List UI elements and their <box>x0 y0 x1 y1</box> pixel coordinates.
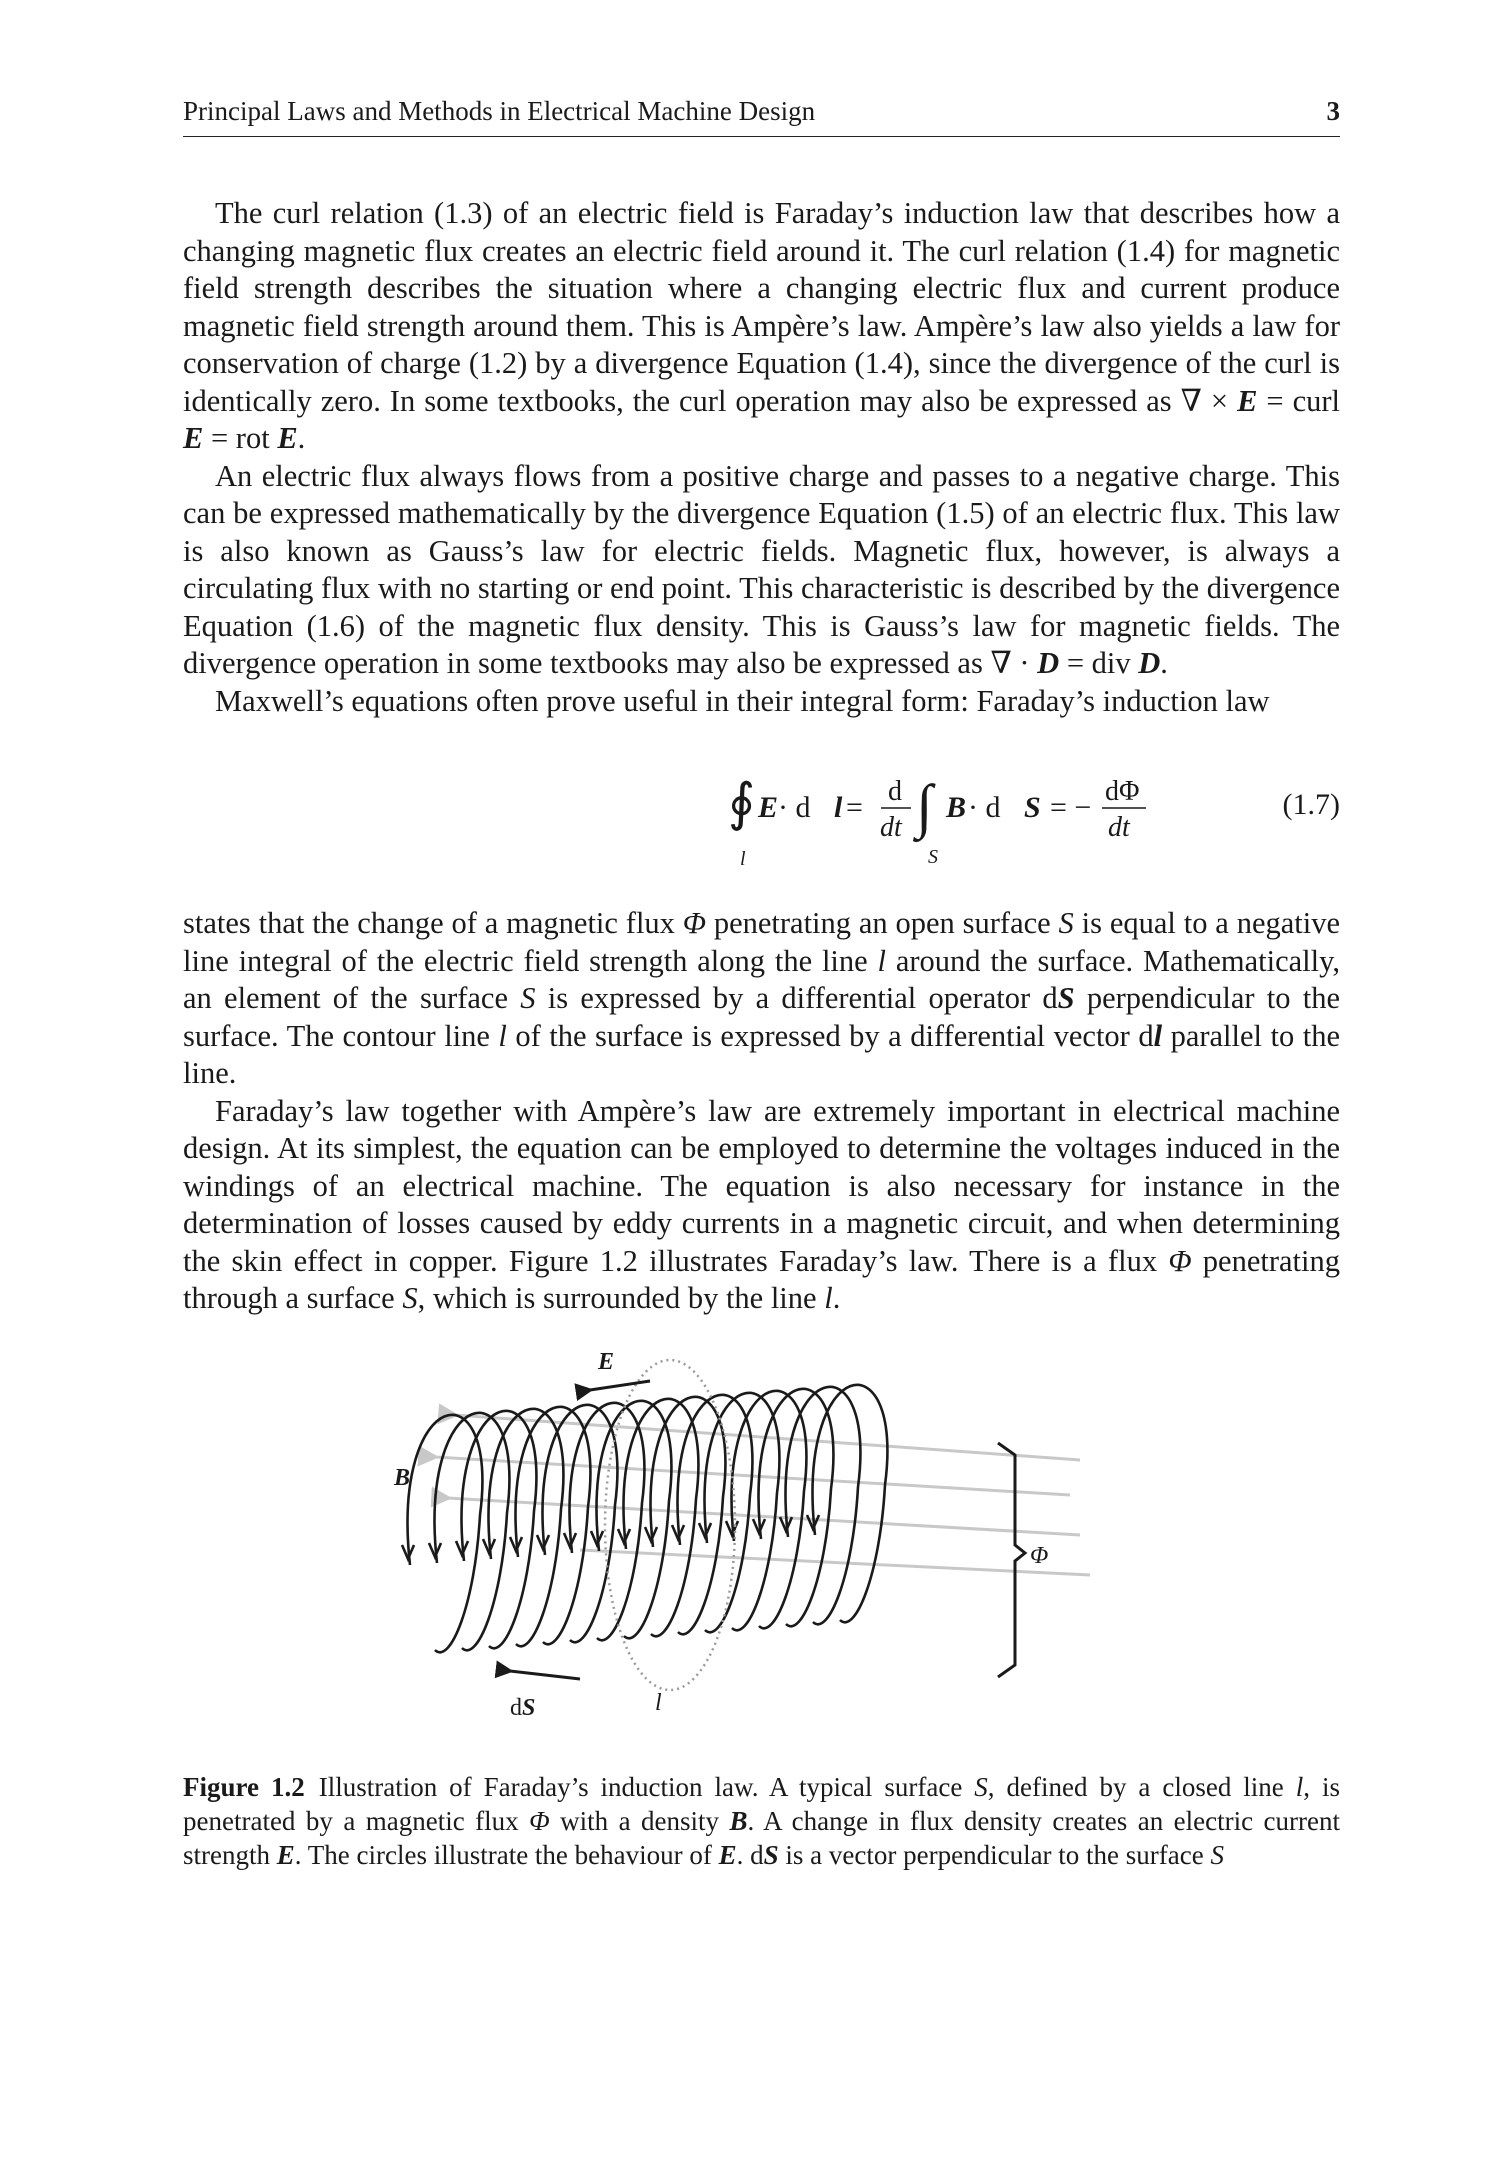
equation-1-7 <box>183 760 1340 870</box>
integral-sub-S: S <box>928 846 938 868</box>
label-phi: Φ <box>1030 1543 1049 1569</box>
coil-loop <box>813 1385 888 1622</box>
figure-faraday-illustration <box>380 1349 1150 1721</box>
equation-number: (1.7) <box>1282 788 1340 821</box>
figure-label: Figure 1.2 <box>183 1772 305 1802</box>
eq-l: l <box>834 791 843 824</box>
frac-dphi: dΦ <box>1105 776 1140 807</box>
main-text-continued <box>183 905 1340 1318</box>
running-header <box>183 96 1340 137</box>
paragraph-faraday-statement: states that the change of a magnetic flux Φ penetrating an open surface S is equal to a negative line integral of the electric field strength along the line l around the surface. Mathematically, an element of the surface S is expressed by a differential operator dS perpendicular to the surface. The contour line l of the surface is expressed by a differential vector dl parallel to the line. <box>183 906 1341 1090</box>
E-arrow <box>590 1381 650 1390</box>
paragraph-curl: The curl relation (1.3) of an electric field is Faraday’s induction law that describes how a changing magnetic flux creates an electric field around it. The curl relation (1.4) for magnetic field strength describes the situation where a changing electric flux and current produce magnetic field strength around them. This is Ampère’s law. Ampère’s law also yields a law for conservation of charge (1.2) by a divergence Equation (1.4), since the divergence of the curl is identically zero. In some textbooks, the curl operation may also be expressed as ∇ × E = curl E = rot E. <box>183 196 1340 455</box>
integral-sub-l: l <box>740 848 746 870</box>
coil-loops <box>402 1385 887 1652</box>
label-B: B <box>394 1465 411 1491</box>
dS-arrow <box>510 1671 580 1679</box>
eq-S: S <box>1024 791 1041 824</box>
eq-E: E <box>758 791 779 824</box>
flux-brace <box>998 1443 1025 1677</box>
running-title: Principal Laws and Methods in Electrical Machine Design <box>183 96 816 126</box>
contour-integral-sign: ∮ <box>728 775 756 832</box>
eq-dot-dS: · d <box>968 791 1001 824</box>
main-text <box>183 195 1340 720</box>
surface-integral-sign: ∫ <box>916 773 933 839</box>
eq-equals-minus: = − <box>1050 791 1092 824</box>
page-number: 3 <box>1326 96 1340 126</box>
figure-caption: Figure 1.2 Illustration of Faraday’s induction law. A typical surface S, defined by a closed line l, is penetrated by a magnetic flux Φ with a density B. A change in flux density creates an electric current strength E. The circles illustrate the behaviour of E. dS is a vector perpendicular to the surface S <box>183 1772 1341 1870</box>
label-dS: dS <box>510 1695 536 1721</box>
label-l: l <box>655 1690 662 1716</box>
paragraph-gauss: An electric flux always flows from a positive charge and passes to a negative charge. This can be expressed mathematically by the divergence Equation (1.5) of an electric flux. This law is also known as Gauss’s law for electric fields. Magnetic flux, however, is always a circulating flux with no starting or end point. This characteristic is described by the divergence Equation (1.6) of the magnetic flux density. This is Gauss’s law for magnetic fields. The divergence operation in some textbooks may also be expressed as ∇ · D = div D. <box>183 458 1340 680</box>
flux-lines <box>435 1415 1090 1575</box>
frac-dt-2: dt <box>1108 812 1130 843</box>
frac-dt-1: dt <box>880 812 902 843</box>
frac-d-num: d <box>888 776 902 807</box>
label-E: E <box>598 1349 615 1375</box>
paragraph-importance: Faraday’s law together with Ampère’s law are extremely important in electrical machine design. At its simplest, the equation can be employed to determine the voltages induced in the windings of an electrical machine. The equation is also necessary for instance in the determination of losses caused by eddy currents in a magnetic circuit, and when determining the skin effect in copper. Figure 1.2 illustrates Faraday’s law. There is a flux Φ penetrating through a surface S, which is surrounded by the line l. <box>183 1093 1340 1315</box>
equation-math <box>728 760 1168 870</box>
eq-B: B <box>946 791 967 824</box>
eq-equals-1: = <box>846 791 863 824</box>
paragraph-integral-intro: Maxwell’s equations often prove useful in their integral form: Faraday’s induction law <box>215 683 1270 718</box>
eq-dot-dl: · d <box>778 791 811 824</box>
